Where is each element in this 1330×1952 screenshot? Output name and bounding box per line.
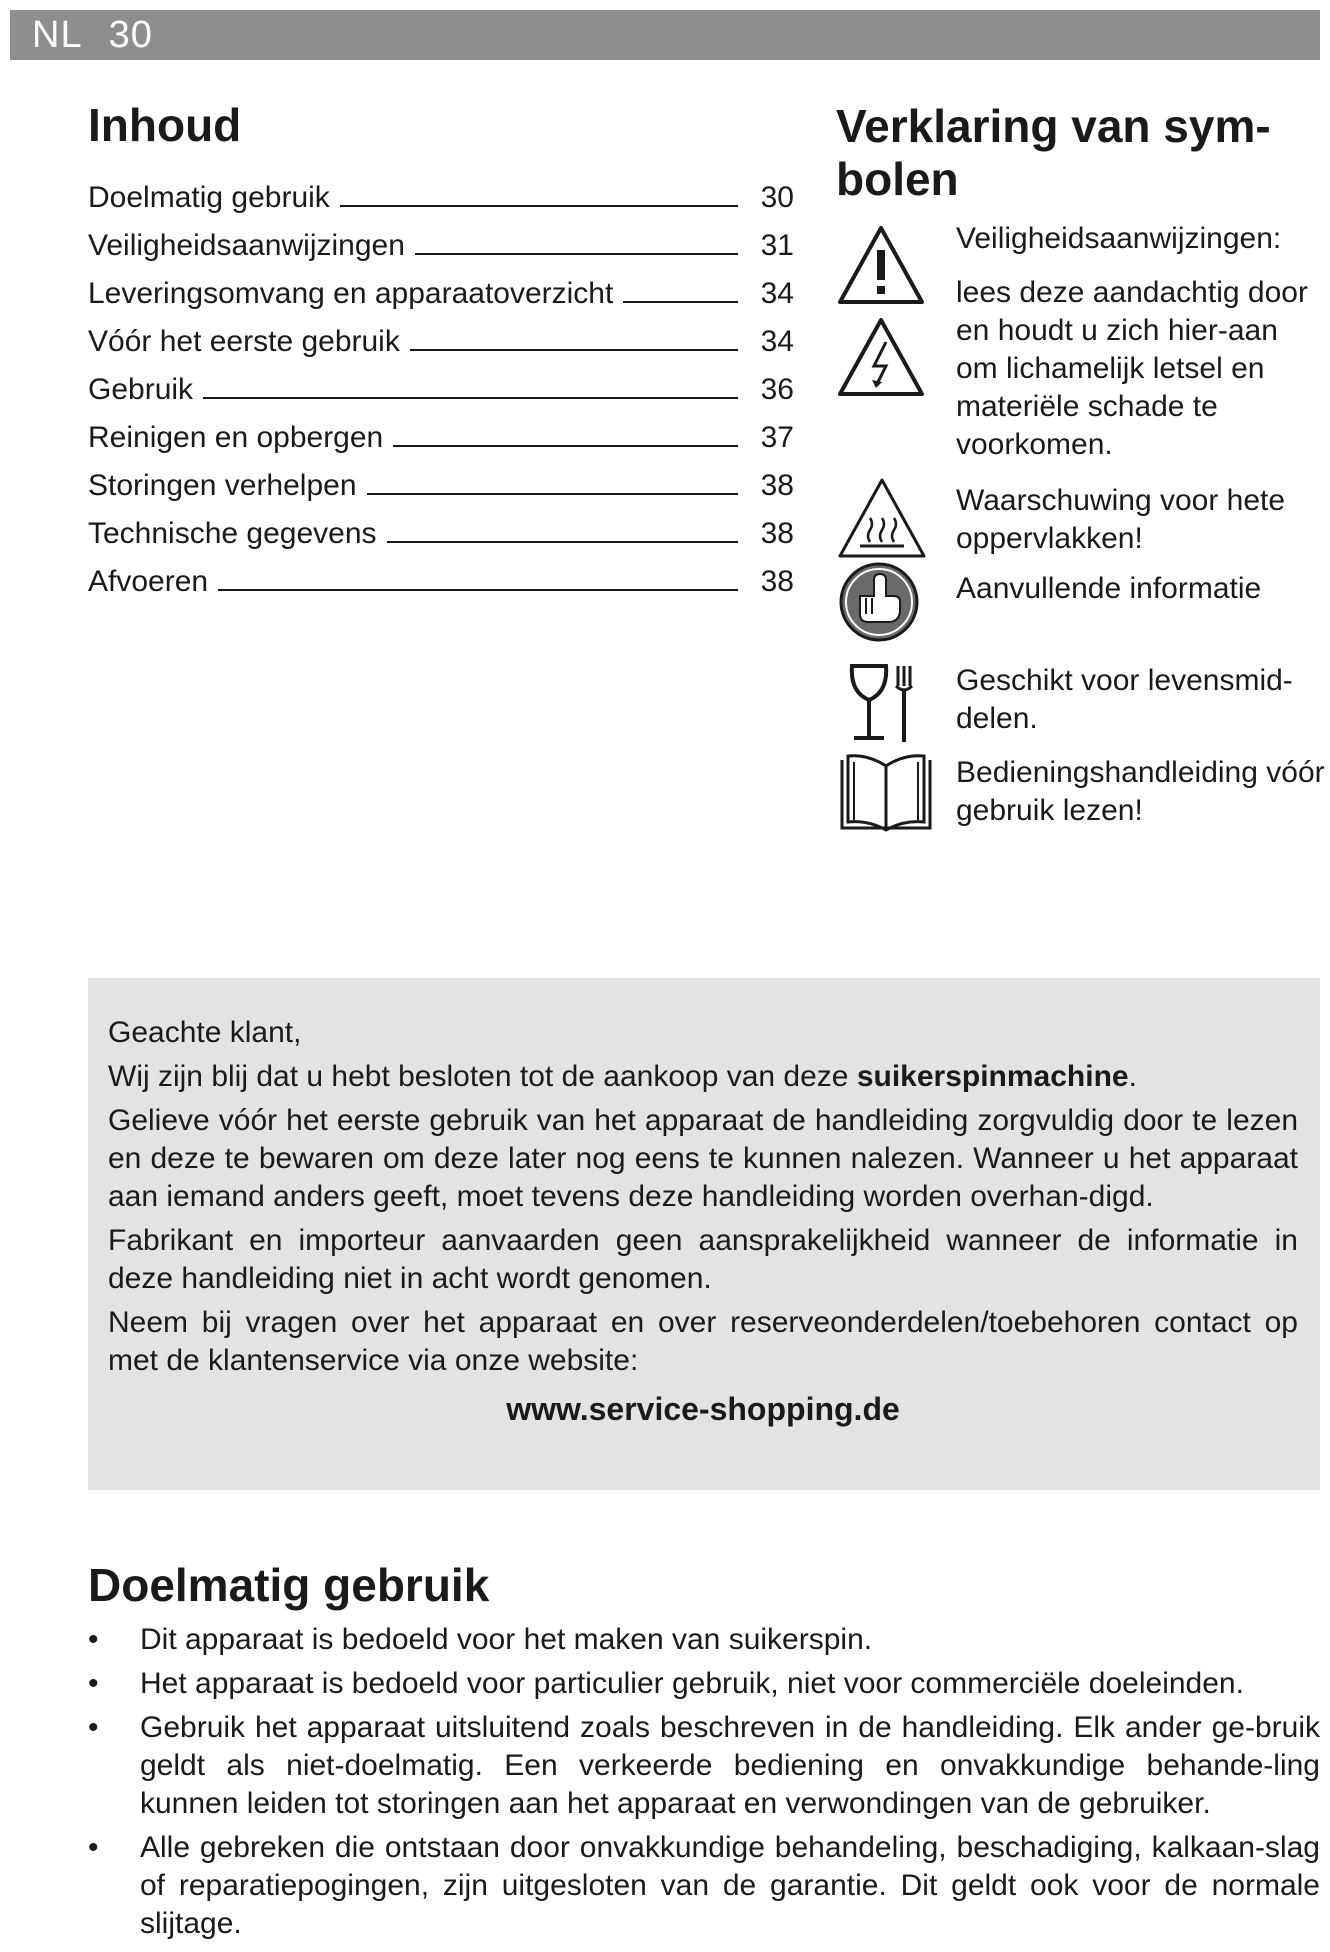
toc-entry[interactable] bbox=[88, 455, 794, 503]
list-item: • Het apparaat is bedoeld voor particulier gebruik, niet voor commerciële doeleinden. bbox=[88, 1665, 1320, 1703]
manual-description: Bedieningshandleiding vóór gebruik lezen! bbox=[956, 755, 1325, 827]
intended-use-list bbox=[88, 1621, 1320, 1943]
page-number: 30 bbox=[108, 13, 153, 56]
toc-entry-label: Gebruik bbox=[88, 372, 194, 406]
toc-entry[interactable] bbox=[88, 551, 794, 599]
intended-use-section bbox=[88, 1560, 1320, 1949]
toc-leader-line bbox=[393, 445, 738, 447]
toc-entry-label: Veiligheidsaanwijzingen bbox=[88, 228, 405, 262]
symbol-food-safe bbox=[836, 644, 1322, 748]
open-book-manual-icon bbox=[836, 750, 936, 834]
toc-entry-label: Reinigen en opbergen bbox=[88, 420, 384, 454]
symbols-title-line1: Verklaring van sym- bbox=[836, 100, 1271, 152]
symbol-hot-surface bbox=[836, 476, 1322, 560]
symbols-title bbox=[836, 100, 1322, 206]
symbol-info bbox=[836, 560, 1322, 644]
toc-entry-page: 38 bbox=[760, 564, 794, 598]
hand-pointing-info-icon bbox=[836, 562, 922, 642]
service-website-link[interactable]: www.service-shopping.de bbox=[506, 1391, 900, 1427]
toc-entry-page: 34 bbox=[760, 276, 794, 310]
toc-leader-line bbox=[415, 253, 738, 255]
toc-entry-page: 31 bbox=[760, 228, 794, 262]
toc-entry-label: Technische gegevens bbox=[88, 516, 377, 550]
symbols-title-line2: bolen bbox=[836, 152, 959, 205]
toc-entry-page: 34 bbox=[760, 324, 794, 358]
symbol-manual bbox=[836, 748, 1325, 838]
list-item: • Gebruik het apparaat uitsluitend zoals beschreven in de handleiding. Elk ander ge-bruik geldt als niet-doelmatig. Een verkeerde bediening en onvakkundige behande-ling kunnen leiden tot storingen aan het apparaat en verwondingen van de gebruiker. bbox=[88, 1709, 1320, 1823]
list-item: • Alle gebreken die ontstaan door onvakkundige behandeling, beschadiging, kalkaan-slag of reparatiepogingen, zijn uitgesloten van de garantie. Dit geldt ook voor de normale slijtage. bbox=[88, 1829, 1320, 1943]
toc-entry[interactable] bbox=[88, 503, 794, 551]
list-item: • Dit apparaat is bedoeld voor het maken van suikerspin. bbox=[88, 1621, 1320, 1659]
language-code: NL bbox=[32, 13, 83, 56]
toc-entry-label: Doelmatig gebruik bbox=[88, 180, 330, 214]
toc-entry[interactable] bbox=[88, 167, 794, 215]
symbol-legend bbox=[836, 100, 1325, 838]
toc-entry[interactable] bbox=[88, 215, 794, 263]
toc-leader-line bbox=[387, 541, 738, 543]
intended-use-title: Doelmatig gebruik bbox=[88, 1559, 490, 1611]
toc-entry[interactable] bbox=[88, 359, 794, 407]
page-header bbox=[10, 10, 1320, 60]
toc-entry-label: Storingen verhelpen bbox=[88, 468, 357, 502]
toc-leader-line bbox=[367, 493, 738, 495]
toc-entry[interactable] bbox=[88, 311, 794, 359]
safety-label: Veiligheidsaanwijzingen: bbox=[956, 221, 1282, 255]
greeting-salutation: Geachte klant, bbox=[108, 1016, 302, 1049]
toc-leader-line bbox=[623, 301, 738, 303]
warning-triangle-icon bbox=[836, 224, 926, 306]
toc-entry-page: 38 bbox=[760, 516, 794, 550]
hot-surface-description: Waarschuwing voor hete oppervlakken! bbox=[956, 483, 1286, 555]
greeting-paragraph-liability: Fabrikant en importeur aanvaarden geen aansprakelijkheid wanneer de informatie in deze handleiding niet in acht wordt genomen. bbox=[108, 1224, 1298, 1295]
greeting-intro-suffix: . bbox=[1128, 1060, 1137, 1093]
toc-leader-line bbox=[203, 397, 738, 399]
toc-entry-label: Leveringsomvang en apparaatoverzicht bbox=[88, 276, 614, 310]
toc-entry[interactable] bbox=[88, 407, 794, 455]
greeting-paragraph-manual: Gelieve vóór het eerste gebruik van het apparaat de handleiding zorgvuldig door te lezen en deze te bewaren om deze later nog eens te kunnen nalezen. Wanneer u het apparaat aan iemand anders geeft, moet tevens deze handleiding worden overhan-digd. bbox=[108, 1104, 1298, 1213]
customer-greeting-box bbox=[88, 978, 1320, 1490]
toc-entry-page: 30 bbox=[760, 180, 794, 214]
safety-description: lees deze aandachtig door en houdt u zich hier-aan om lichamelijk letsel en materiële schade te voorkomen. bbox=[956, 275, 1308, 461]
toc-leader-line bbox=[218, 589, 738, 591]
electric-shock-warning-icon bbox=[836, 316, 926, 398]
info-description: Aanvullende informatie bbox=[956, 571, 1262, 605]
toc-leader-line bbox=[410, 349, 738, 351]
toc-entry-page: 37 bbox=[760, 420, 794, 454]
food-safe-description: Geschikt voor levensmid-delen. bbox=[956, 663, 1293, 735]
hot-surface-icon bbox=[836, 476, 928, 560]
greeting-intro bbox=[108, 1058, 1298, 1096]
greeting-paragraph-contact: Neem bij vragen over het apparaat en over reserveonderdelen/toebehoren contact op met de klantenservice via onze website: bbox=[108, 1306, 1298, 1377]
toc-entry-label: Afvoeren bbox=[88, 564, 209, 598]
toc-entry[interactable] bbox=[88, 263, 794, 311]
greeting-intro-prefix: Wij zijn blij dat u hebt besloten tot de aankoop van deze bbox=[108, 1060, 857, 1093]
toc-leader-line bbox=[340, 205, 738, 207]
symbol-safety bbox=[836, 206, 1322, 476]
toc-entry-page: 38 bbox=[760, 468, 794, 502]
toc-title: Inhoud bbox=[88, 99, 242, 151]
toc-entry-label: Vóór het eerste gebruik bbox=[88, 324, 400, 358]
glass-fork-food-safe-icon bbox=[836, 662, 922, 746]
product-name: suikerspinmachine bbox=[856, 1060, 1129, 1093]
table-of-contents bbox=[88, 100, 794, 599]
toc-entry-page: 36 bbox=[760, 372, 794, 406]
